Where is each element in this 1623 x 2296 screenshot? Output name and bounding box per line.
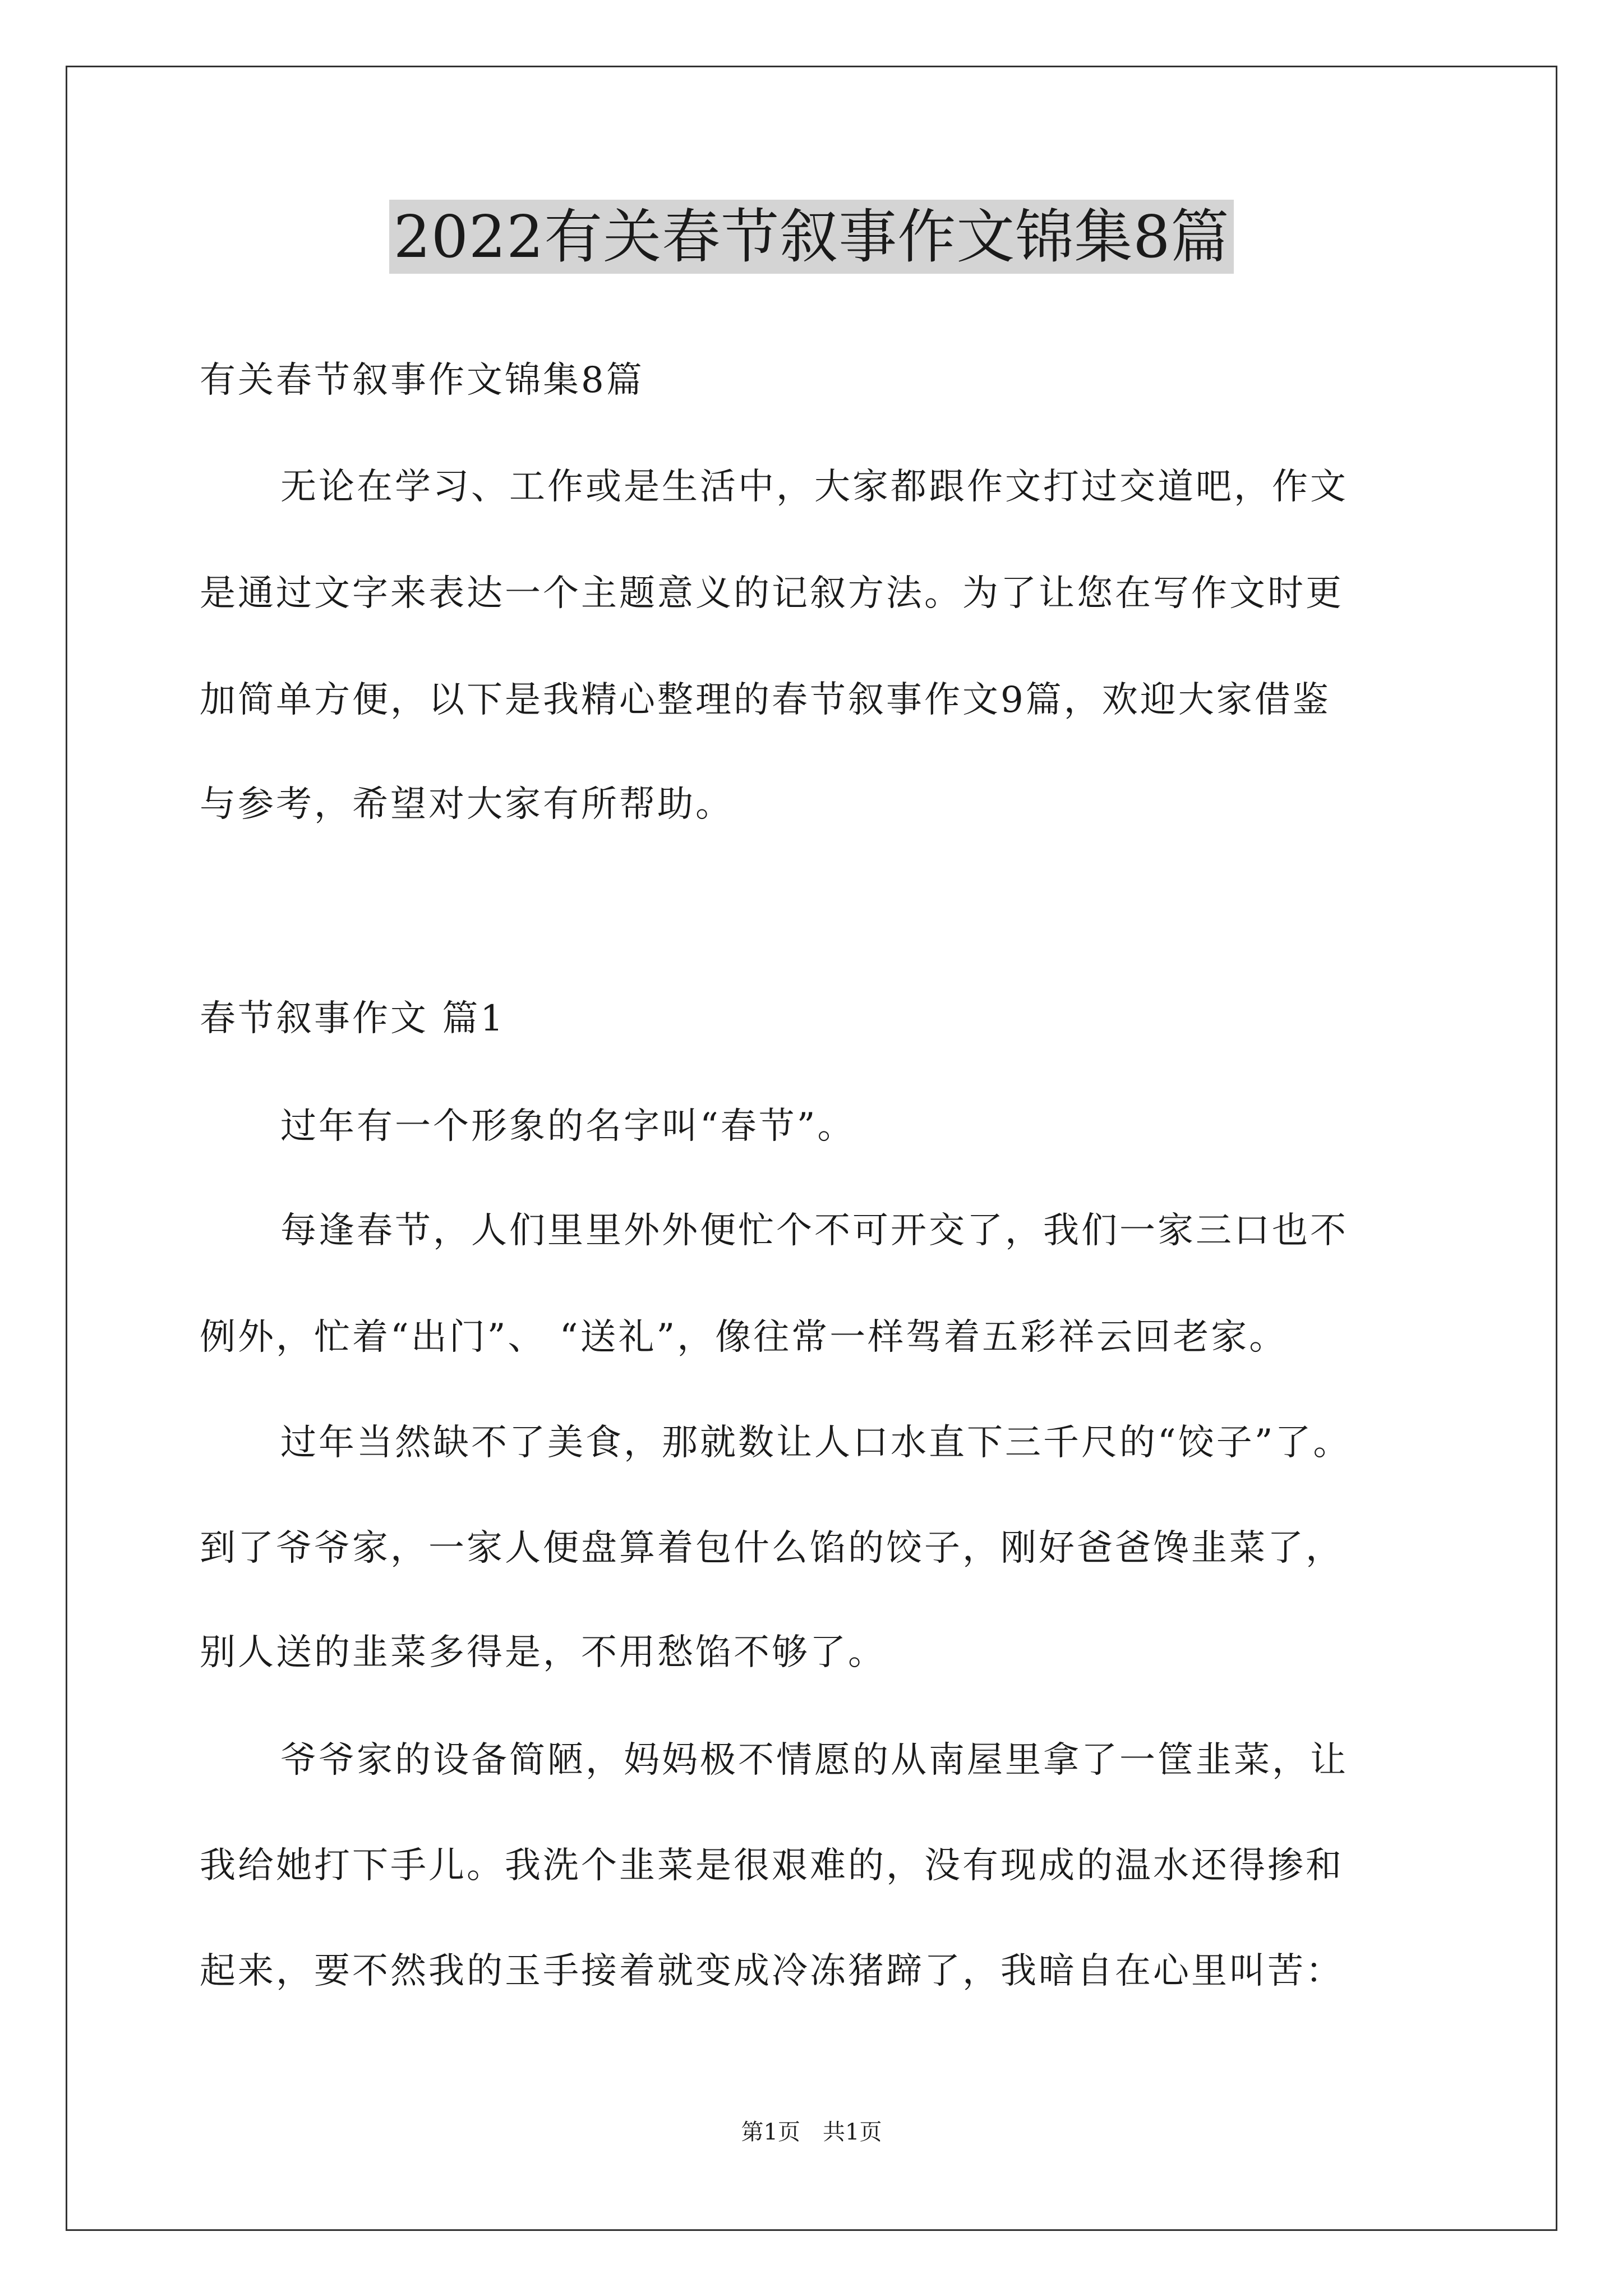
page-footer: 第1页 共1页 xyxy=(741,2119,882,2145)
body-line-4: 过年当然缺不了美食，那就数让人口水直下三千尺的“饺子”了。 xyxy=(280,1422,1352,1464)
document-subtitle: 有关春节叙事作文锦集8篇 xyxy=(200,360,644,401)
body-line-5: 到了爷爷家，一家人便盘算着包什么馅的饺子，刚好爸爸馋韭菜了， xyxy=(200,1527,1344,1569)
body-line-9: 起来，要不然我的玉手接着就变成冷冻猪蹄了，我暗自在心里叫苦： xyxy=(200,1950,1344,1992)
body-line-6: 别人送的韭菜多得是，不用愁馅不够了。 xyxy=(200,1632,886,1673)
body-line-8: 我给她打下手儿。我洗个韭菜是很艰难的，没有现成的温水还得掺和 xyxy=(200,1845,1344,1887)
body-line-2: 每逢春节，人们里里外外便忙个不可开交了，我们一家三口也不 xyxy=(280,1210,1348,1251)
intro-line-3: 加简单方便，以下是我精心整理的春节叙事作文9篇，欢迎大家借鉴 xyxy=(200,679,1331,721)
title-container xyxy=(0,200,1623,274)
intro-line-4: 与参考，希望对大家有所帮助。 xyxy=(200,784,734,825)
document-title: 2022有关春节叙事作文锦集8篇 xyxy=(389,200,1234,274)
body-line-3: 例外，忙着“出门”、 “送礼”，像往常一样驾着五彩祥云回老家。 xyxy=(200,1317,1288,1358)
intro-line-2: 是通过文字来表达一个主题意义的记叙方法。为了让您在写作文时更 xyxy=(200,573,1344,614)
body-line-1: 过年有一个形象的名字叫“春节”。 xyxy=(280,1106,856,1147)
section-heading: 春节叙事作文 篇1 xyxy=(200,998,506,1039)
intro-line-1: 无论在学习、工作或是生活中，大家都跟作文打过交道吧，作文 xyxy=(280,466,1348,508)
body-line-7: 爷爷家的设备简陋，妈妈极不情愿的从南屋里拿了一筐韭菜，让 xyxy=(280,1740,1348,1781)
